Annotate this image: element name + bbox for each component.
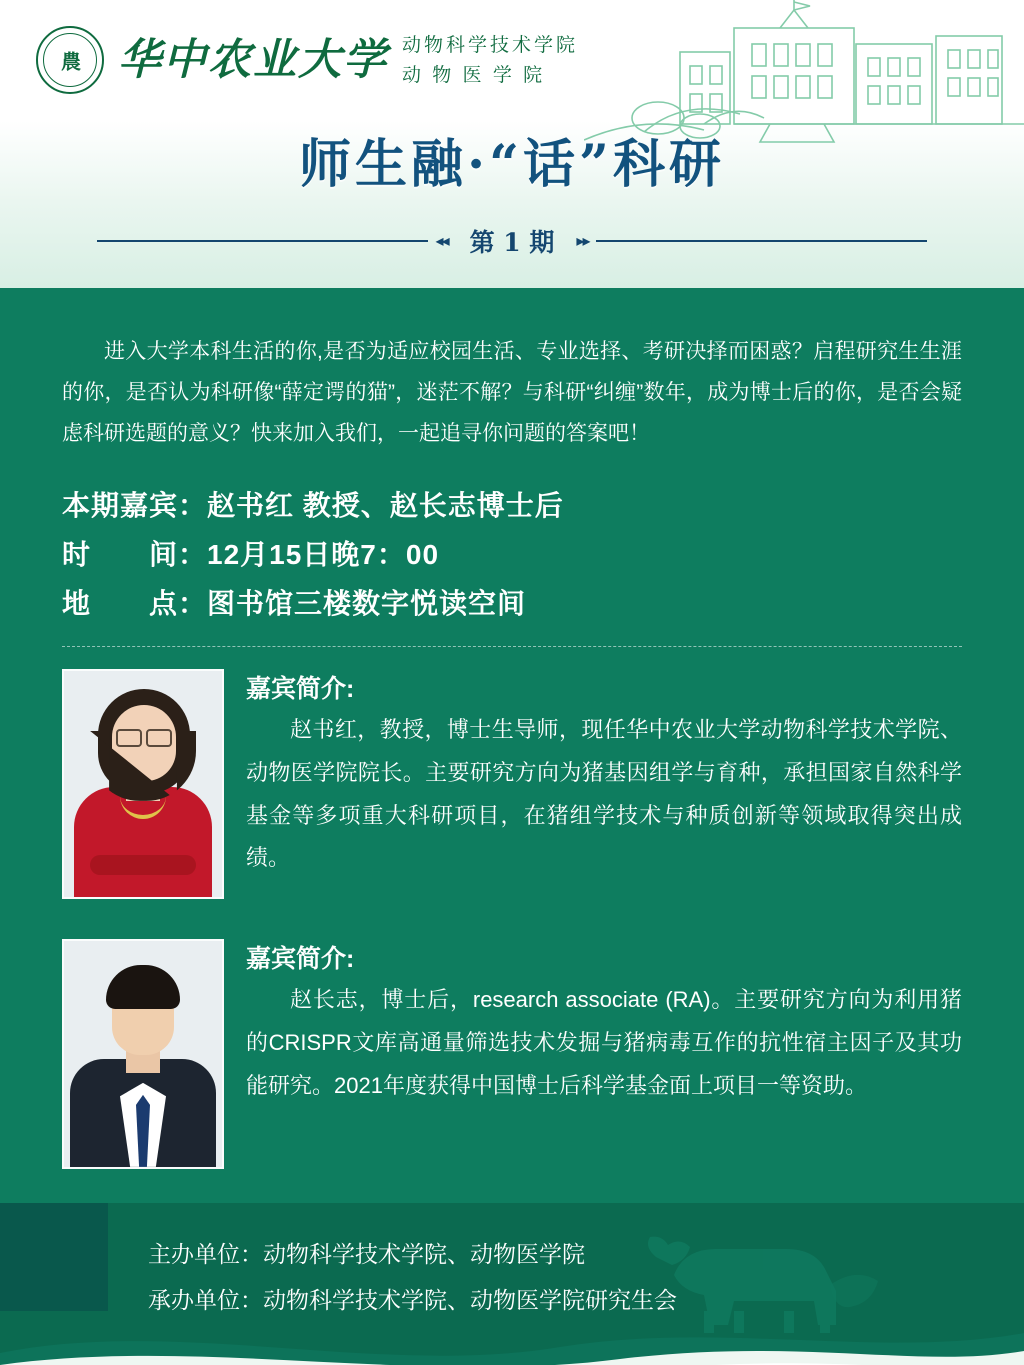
guest-heading-1: 嘉宾简介: — [246, 674, 355, 703]
guest-block — [0, 647, 1024, 899]
meta-guest-label: 本期嘉宾： — [62, 489, 208, 521]
meta-time — [62, 530, 962, 579]
footer-credits — [0, 1203, 1024, 1323]
poster-footer — [0, 1203, 1024, 1365]
intro-paragraph: 进入大学本科生活的你,是否为适应校园生活、专业选择、考研决择而困惑？启程研究生生涯的你，是否认为科研像“薛定谔的猫”，迷茫不解？与科研“纠缠”数年，成为博士后的你，是否会疑虑科研选题的意义？快来加入我们，一起追寻你问题的答案吧！ — [62, 340, 962, 445]
college-names — [388, 30, 578, 89]
guest-bio-1: 赵书红，教授，博士生导师，现任华中农业大学动物科学技术学院、动物医学院院长。主要研究方向为猪基因组学与育种，承担国家自然科学基金等多项重大科研项目，在猪组学技术与种质创新等领域取得突出成绩。 — [246, 716, 962, 871]
footer-organizer: 主办单位：动物科学技术学院、动物医学院 — [148, 1240, 585, 1267]
issue-number: 第 1 期 — [469, 228, 555, 257]
university-name: 华中农业大学 — [118, 34, 388, 85]
footer-co-organizer: 承办单位：动物科学技术学院、动物医学院研究生会 — [148, 1286, 677, 1313]
chevron-left-icon: ◂◂ — [435, 233, 448, 250]
college-name-line1: 动物科学技术学院 — [402, 35, 579, 57]
event-meta — [0, 455, 1024, 628]
seal-glyph: 農 — [61, 49, 79, 74]
meta-time-label: 时 间： — [62, 538, 208, 570]
guest-text-2 — [246, 939, 962, 1108]
poster-header — [0, 0, 1024, 288]
header-brand — [0, 0, 1024, 94]
poster-body — [0, 288, 1024, 1203]
guest-text-1 — [246, 669, 962, 881]
meta-place — [62, 579, 962, 628]
page-title: 师生融·“话”科研 — [299, 134, 725, 195]
chevron-right-icon: ▸▸ — [576, 233, 589, 250]
rule-right — [596, 240, 927, 242]
guest-bio-2: 赵长志，博士后，research associate (RA)。主要研究方向为利用猪的CRISPR文库高通量筛选技术发掘与猪病毒互作的抗性宿主因子及其功能研究。2021年度获得中国博士后科学基金面上项目一等资助。 — [246, 986, 962, 1098]
issue-row — [97, 223, 927, 259]
meta-place-value: 图书馆三楼数字悦读空间 — [207, 587, 527, 619]
guest-block — [0, 899, 1024, 1169]
guest-heading-2: 嘉宾简介: — [246, 944, 355, 973]
meta-guest-value: 赵书红 教授、赵长志博士后 — [207, 489, 564, 521]
college-name-line2: 动 物 医 学 院 — [402, 65, 546, 86]
meta-place-label: 地 点： — [62, 587, 208, 619]
rule-left — [97, 240, 428, 242]
guest-photo-1 — [62, 669, 224, 899]
meta-time-value: 12月15日晚7：00 — [207, 538, 440, 570]
guest-photo-2 — [62, 939, 224, 1169]
university-seal-icon — [36, 26, 104, 94]
meta-guest — [62, 481, 962, 530]
